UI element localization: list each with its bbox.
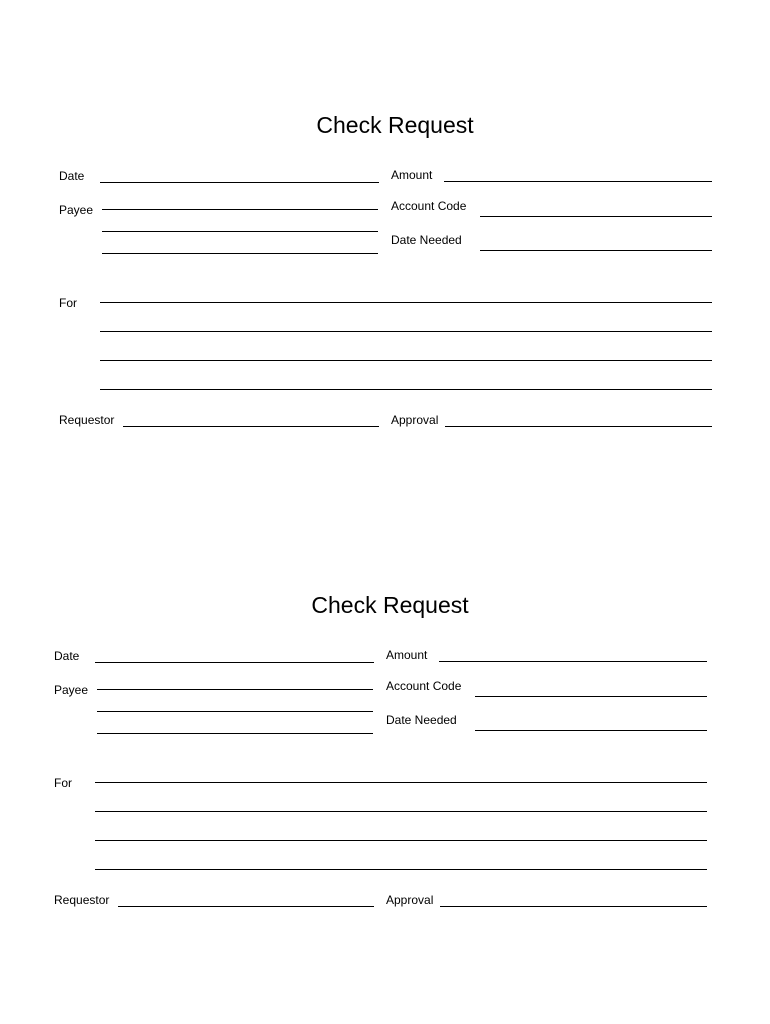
- approval-field[interactable]: [445, 426, 712, 427]
- payee-field-line-2[interactable]: [97, 711, 373, 712]
- payee-field-line-3[interactable]: [102, 253, 378, 254]
- account-code-label: Account Code: [386, 679, 462, 693]
- for-field-line-4[interactable]: [100, 389, 712, 390]
- date-needed-field[interactable]: [475, 730, 707, 731]
- payee-field-line-1[interactable]: [102, 209, 378, 210]
- requestor-label: Requestor: [54, 893, 110, 907]
- approval-label: Approval: [391, 413, 439, 427]
- for-field-line-1[interactable]: [100, 302, 712, 303]
- date-field[interactable]: [95, 662, 374, 663]
- requestor-field[interactable]: [118, 906, 374, 907]
- payee-field-line-1[interactable]: [97, 689, 373, 690]
- requestor-field[interactable]: [123, 426, 379, 427]
- requestor-label: Requestor: [59, 413, 115, 427]
- account-code-label: Account Code: [391, 199, 467, 213]
- amount-label: Amount: [386, 648, 428, 662]
- for-field-line-3[interactable]: [100, 360, 712, 361]
- payee-label: Payee: [54, 683, 89, 697]
- form-title: Check Request: [311, 592, 469, 618]
- account-code-field[interactable]: [480, 216, 712, 217]
- date-field[interactable]: [100, 182, 379, 183]
- date-needed-label: Date Needed: [386, 713, 457, 727]
- for-field-line-1[interactable]: [95, 782, 707, 783]
- form-title: Check Request: [316, 112, 474, 138]
- date-needed-label: Date Needed: [391, 233, 462, 247]
- for-label: For: [54, 776, 72, 790]
- for-field-line-2[interactable]: [95, 811, 707, 812]
- check-request-form: [0, 480, 765, 960]
- payee-field-line-3[interactable]: [97, 733, 373, 734]
- amount-field[interactable]: [444, 181, 712, 182]
- for-field-line-3[interactable]: [95, 840, 707, 841]
- check-request-form: [0, 0, 770, 480]
- for-field-line-4[interactable]: [95, 869, 707, 870]
- date-needed-field[interactable]: [480, 250, 712, 251]
- for-label: For: [59, 296, 77, 310]
- payee-label: Payee: [59, 203, 94, 217]
- date-label: Date: [59, 169, 85, 183]
- payee-field-line-2[interactable]: [102, 231, 378, 232]
- date-label: Date: [54, 649, 80, 663]
- amount-label: Amount: [391, 168, 433, 182]
- amount-field[interactable]: [439, 661, 707, 662]
- account-code-field[interactable]: [475, 696, 707, 697]
- approval-field[interactable]: [440, 906, 707, 907]
- for-field-line-2[interactable]: [100, 331, 712, 332]
- approval-label: Approval: [386, 893, 434, 907]
